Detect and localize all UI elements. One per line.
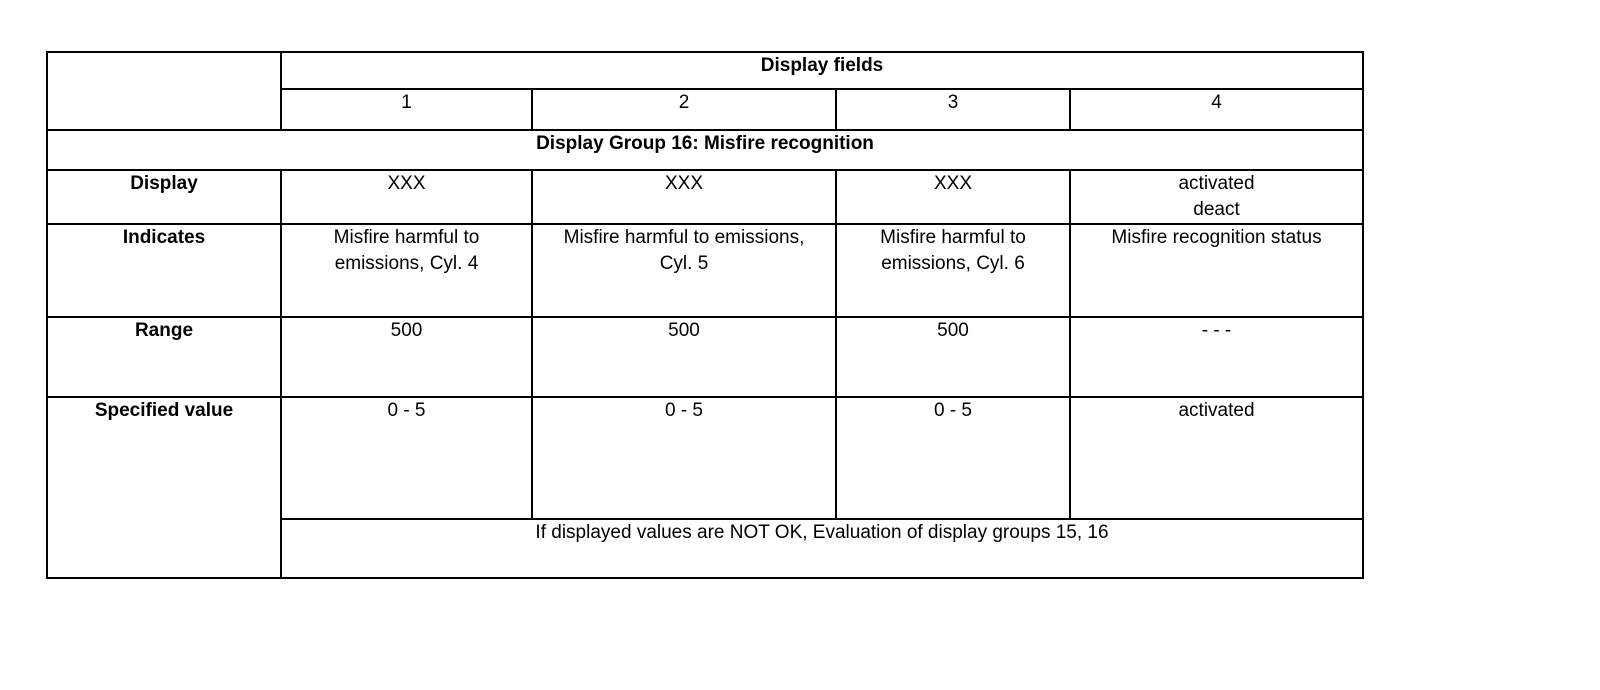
field-number-1: 1 (281, 89, 532, 130)
header-row (47, 52, 1363, 89)
range-value-2: 500 (532, 317, 836, 397)
range-value-3: 500 (836, 317, 1070, 397)
display-value-4 (1070, 170, 1363, 224)
indicates-value-1 (281, 224, 532, 317)
indicates-label: Indicates (47, 224, 281, 317)
indicates-value-2-line-1: Misfire harmful to emissions, (563, 227, 805, 248)
range-label: Range (47, 317, 281, 397)
display-label: Display (47, 170, 281, 224)
indicates-value-3 (836, 224, 1070, 317)
indicates-value-3-line-2: emissions, Cyl. 6 (881, 253, 1025, 274)
group-title: Display Group 16: Misfire recognition (47, 130, 1363, 170)
indicates-value-1-line-2: emissions, Cyl. 4 (334, 253, 479, 274)
corner-cell (47, 52, 281, 130)
display-value-1: XXX (281, 170, 532, 224)
evaluation-note: If displayed values are NOT OK, Evaluation of display groups 15, 16 (281, 519, 1363, 578)
indicates-value-1-line-1: Misfire harmful to (333, 227, 480, 248)
specified-value-row (47, 397, 1363, 519)
display-fields-header: Display fields (281, 52, 1363, 89)
field-number-4: 4 (1070, 89, 1363, 130)
specified-value-2: 0 - 5 (532, 397, 836, 519)
specified-value-4: activated (1070, 397, 1363, 519)
indicates-value-2 (532, 224, 836, 317)
display-value-4-line-2: deact (1193, 199, 1240, 220)
display-value-4-line-1: activated (1178, 173, 1255, 194)
range-value-4: - - - (1070, 317, 1363, 397)
group-title-row (47, 130, 1363, 170)
specified-value-1: 0 - 5 (281, 397, 532, 519)
display-value-3: XXX (836, 170, 1070, 224)
range-row (47, 317, 1363, 397)
field-number-2: 2 (532, 89, 836, 130)
display-value-2: XXX (532, 170, 836, 224)
display-group-table (46, 51, 1364, 579)
indicates-value-2-line-2: Cyl. 5 (659, 253, 709, 274)
indicates-value-4 (1070, 224, 1363, 317)
display-row (47, 170, 1363, 224)
indicates-row (47, 224, 1363, 317)
field-number-3: 3 (836, 89, 1070, 130)
specified-value-label: Specified value (47, 397, 281, 578)
specified-value-3: 0 - 5 (836, 397, 1070, 519)
range-value-1: 500 (281, 317, 532, 397)
indicates-value-4-line-1: Misfire recognition status (1111, 227, 1322, 248)
indicates-value-3-line-1: Misfire harmful to (880, 227, 1026, 248)
